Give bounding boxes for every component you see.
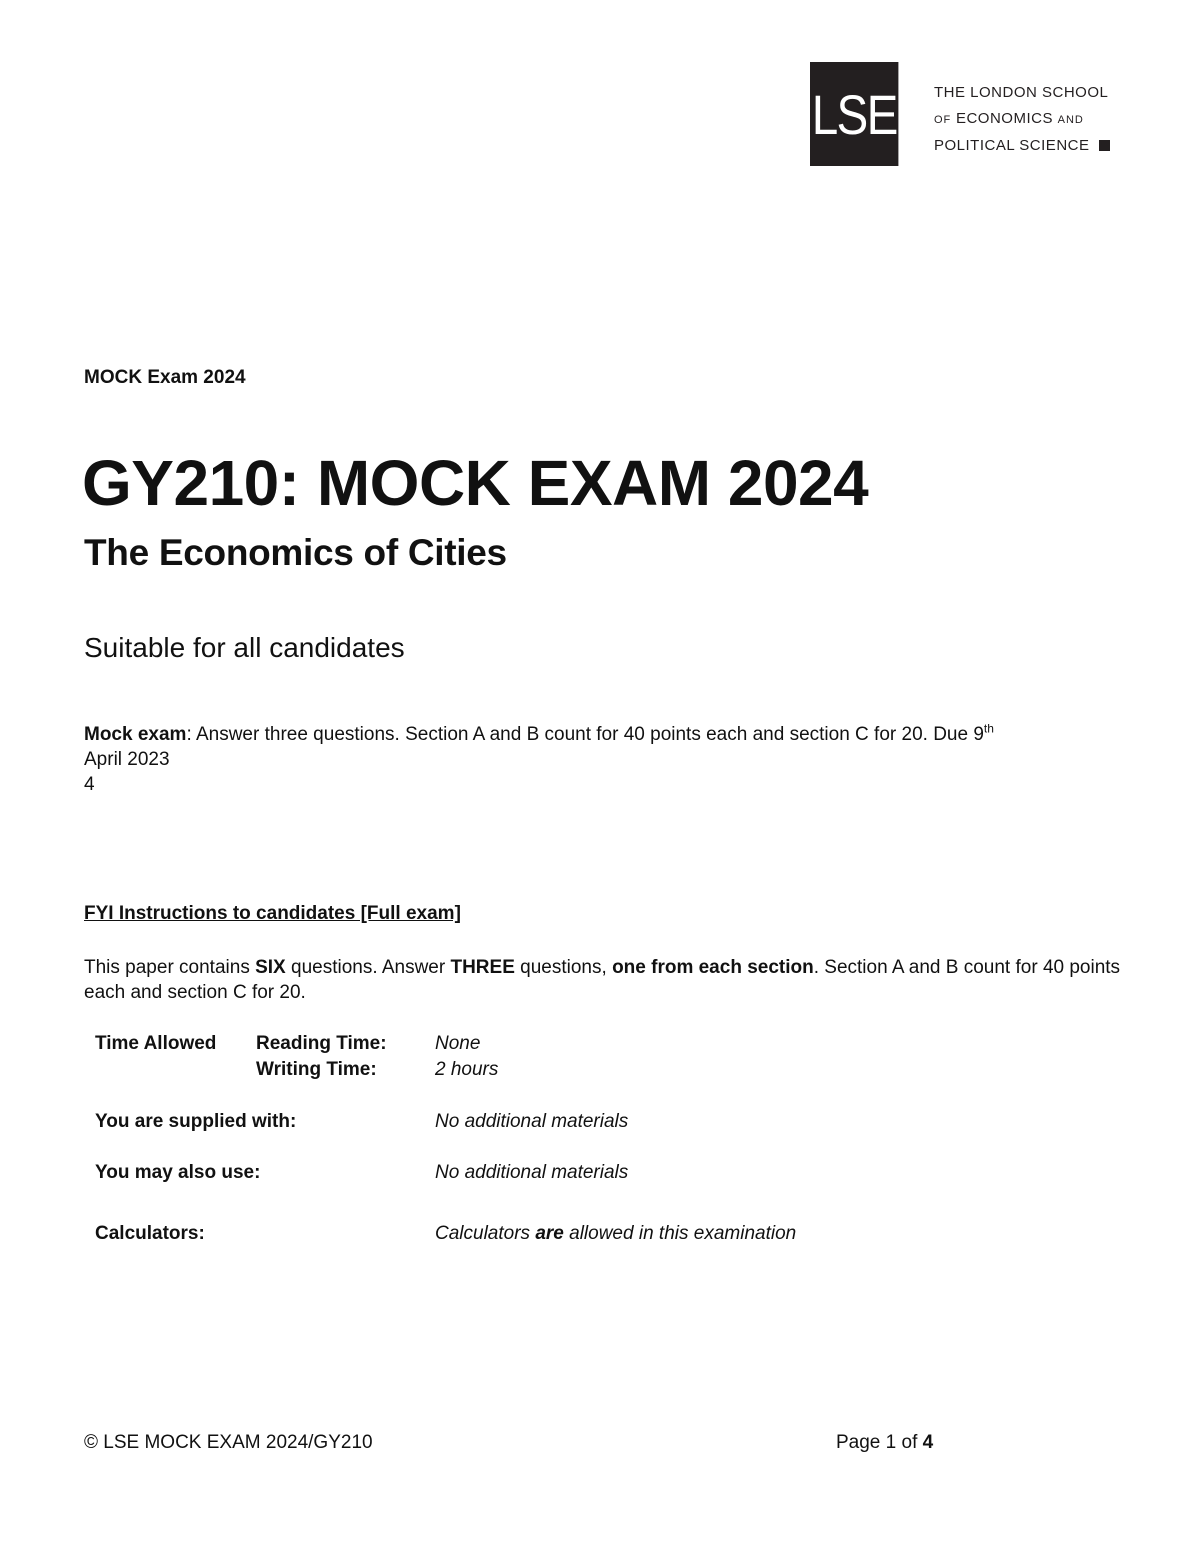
page-subtitle: The Economics of Cities bbox=[84, 532, 507, 573]
logo-line-3: POLITICAL SCIENCE bbox=[934, 137, 1090, 154]
instructions-text-2: questions. Answer bbox=[285, 957, 451, 978]
footer-page-number bbox=[836, 1432, 933, 1454]
mock-exam-colon: : bbox=[186, 724, 192, 745]
lse-logo bbox=[810, 62, 1109, 166]
mock-exam-text: Answer three questions. Section A and B count for 40 points each and section C for 20. Due 9 bbox=[191, 724, 984, 745]
page-title: GY210: MOCK EXAM 2024 bbox=[82, 447, 869, 519]
time-allowed-label: Time Allowed bbox=[95, 1033, 217, 1054]
calculators-value bbox=[435, 1221, 796, 1247]
page-total: 4 bbox=[922, 1432, 934, 1453]
lse-logo-mark-text: LSE bbox=[811, 82, 897, 146]
reading-time-label: Reading Time: bbox=[256, 1033, 387, 1054]
instructions-bold-section: one from each section bbox=[612, 957, 814, 978]
mock-label: MOCK Exam 2024 bbox=[84, 367, 246, 388]
instructions-paragraph bbox=[84, 955, 1124, 1005]
supplied-label: You are supplied with: bbox=[95, 1111, 297, 1132]
supplied-value: No additional materials bbox=[435, 1111, 629, 1132]
page-of: of bbox=[896, 1432, 923, 1453]
mock-exam-line-3: 4 bbox=[84, 774, 95, 795]
logo-line-2-main: ECONOMICS bbox=[955, 110, 1053, 127]
may-use-value: No additional materials bbox=[435, 1162, 629, 1183]
mock-exam-sup: th bbox=[983, 721, 994, 736]
instructions-text-1: This paper contains bbox=[84, 957, 256, 978]
writing-time-label: Writing Time: bbox=[256, 1059, 377, 1080]
lse-logo-mark bbox=[810, 62, 898, 166]
reading-time-value: None bbox=[435, 1033, 481, 1054]
may-use-label: You may also use: bbox=[95, 1162, 261, 1183]
instructions-text-4: . Section A and B count for 40 points each and section C for 20. bbox=[84, 957, 1121, 1003]
logo-line-2-prefix: OF bbox=[934, 114, 952, 126]
lse-logo-wordmark bbox=[934, 80, 1134, 159]
logo-line-2-suffix: AND bbox=[1057, 114, 1084, 126]
page-prefix: Page bbox=[836, 1432, 886, 1453]
calculators-bold: are bbox=[535, 1223, 564, 1244]
suitable-note: Suitable for all candidates bbox=[84, 632, 405, 663]
calculators-text-1: Calculators bbox=[435, 1223, 536, 1244]
instructions-bold-three: THREE bbox=[450, 957, 515, 978]
mock-exam-note bbox=[84, 722, 1124, 797]
writing-time-value: 2 hours bbox=[435, 1059, 499, 1080]
instructions-bold-six: SIX bbox=[255, 957, 286, 978]
page-current: 1 bbox=[885, 1432, 897, 1453]
mock-exam-date: April 2023 bbox=[84, 749, 170, 770]
calculators-label: Calculators: bbox=[95, 1223, 205, 1244]
instructions-heading: FYI Instructions to candidates [Full exam] bbox=[84, 903, 461, 924]
footer-copyright: © LSE MOCK EXAM 2024/GY210 bbox=[84, 1432, 373, 1453]
logo-line-1: THE LONDON SCHOOL bbox=[934, 84, 1109, 101]
logo-square-icon bbox=[1099, 140, 1110, 151]
calculators-text-2: allowed in this examination bbox=[563, 1223, 797, 1244]
instructions-text-3: questions, bbox=[514, 957, 613, 978]
mock-exam-label: Mock exam bbox=[84, 724, 187, 745]
